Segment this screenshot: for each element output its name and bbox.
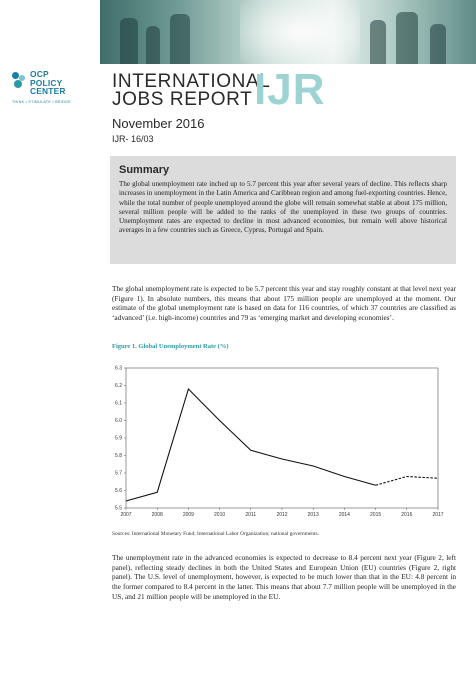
x-tick-label: 2014 xyxy=(338,512,350,518)
y-tick-label: 6.3 xyxy=(115,365,122,372)
report-title-line1: INTERNATIONAL xyxy=(112,71,271,92)
header-photo xyxy=(100,0,476,64)
x-tick-label: 2012 xyxy=(276,512,288,518)
x-tick-label: 2011 xyxy=(245,512,257,518)
x-tick-label: 2007 xyxy=(120,512,132,518)
y-tick-label: 6.0 xyxy=(115,418,122,425)
x-tick-label: 2013 xyxy=(307,512,319,518)
y-tick-label: 5.7 xyxy=(115,470,122,477)
body-paragraph-1: The global unemployment rate is expected to be 5.7 percent this year and stay roughly constant at that level next year (Figure 1). In absolute numbers, this means that about 175 million people are unemployed at the moment. Our estimate of the global unemployment rate is based on data for 116 countries, of which 37 countries are classified as ‘advanced’ (i.e. high-income) countries and 79 as ‘emerging market and developing economies’. xyxy=(112,284,456,323)
plot-frame xyxy=(126,368,438,508)
summary-heading: Summary xyxy=(119,164,170,176)
report-title-line2: JOBS REPORT xyxy=(112,89,253,110)
y-tick-label: 6.1 xyxy=(115,400,122,407)
series-line-actual xyxy=(126,389,376,501)
report-abbreviation: IJR xyxy=(254,65,326,114)
y-tick-label: 5.5 xyxy=(115,505,122,512)
report-code: IJR- 16/03 xyxy=(112,134,154,144)
x-tick-label: 2015 xyxy=(370,512,382,518)
logo-wordmark: OCP POLICY CENTER xyxy=(30,69,66,97)
summary-box xyxy=(110,156,456,264)
body-paragraph-2: The unemployment rate in the advanced economies is expected to decrease to 8.4 percent next year (Figure 2, left panel), reflecting steady declines in both the United States and European Union (EU) countries (Figure 2, right panel). The U.S. level of unemployment, however, is expected to be much lower than that in the EU: 4.8 percent in the former compared to 8.4 percent in the latter. This means that about 7.7 million people will be unemployed in the US, and 21 million people will be unemployed in the EU. xyxy=(112,553,456,601)
report-date: November 2016 xyxy=(112,116,205,131)
y-tick-label: 5.6 xyxy=(115,488,122,495)
x-tick-label: 2017 xyxy=(432,512,444,518)
x-tick-label: 2010 xyxy=(214,512,226,518)
summary-text: The global unemployment rate inched up to 5.7 percent this year after several years of decline. This reflects sharp increases in unemployment in the Latin America and Caribbean region and among fuel-exporting countries. Hence, while the total number of people unemployed around the globe will remain somewhat stable at about 175 million, several million people will be added to the ranks of the unemployed in these two groups of countries. Unemployment rates are expected to decline in most advanced economies, but remain well above historical averages in a few countries such as Greece, Cyprus, Portugal and Spain. xyxy=(119,180,447,235)
logo-tagline: THINK • STIMULATE • BRIDGE xyxy=(12,100,71,104)
y-tick-label: 6.2 xyxy=(115,383,122,390)
logo-mark-icon xyxy=(12,72,28,90)
x-tick-label: 2016 xyxy=(401,512,413,518)
x-tick-label: 2009 xyxy=(182,512,194,518)
series-line-forecast xyxy=(376,477,438,486)
x-tick-label: 2008 xyxy=(151,512,163,518)
unemployment-line-chart xyxy=(106,358,456,524)
y-tick-label: 5.9 xyxy=(115,435,122,442)
figure-source: Sources: International Monetary Fund; International Labor Organization; national governments. xyxy=(112,531,319,537)
figure-title: Figure 1. Global Unemployment Rate (%) xyxy=(112,343,229,350)
y-tick-label: 5.8 xyxy=(115,453,122,460)
